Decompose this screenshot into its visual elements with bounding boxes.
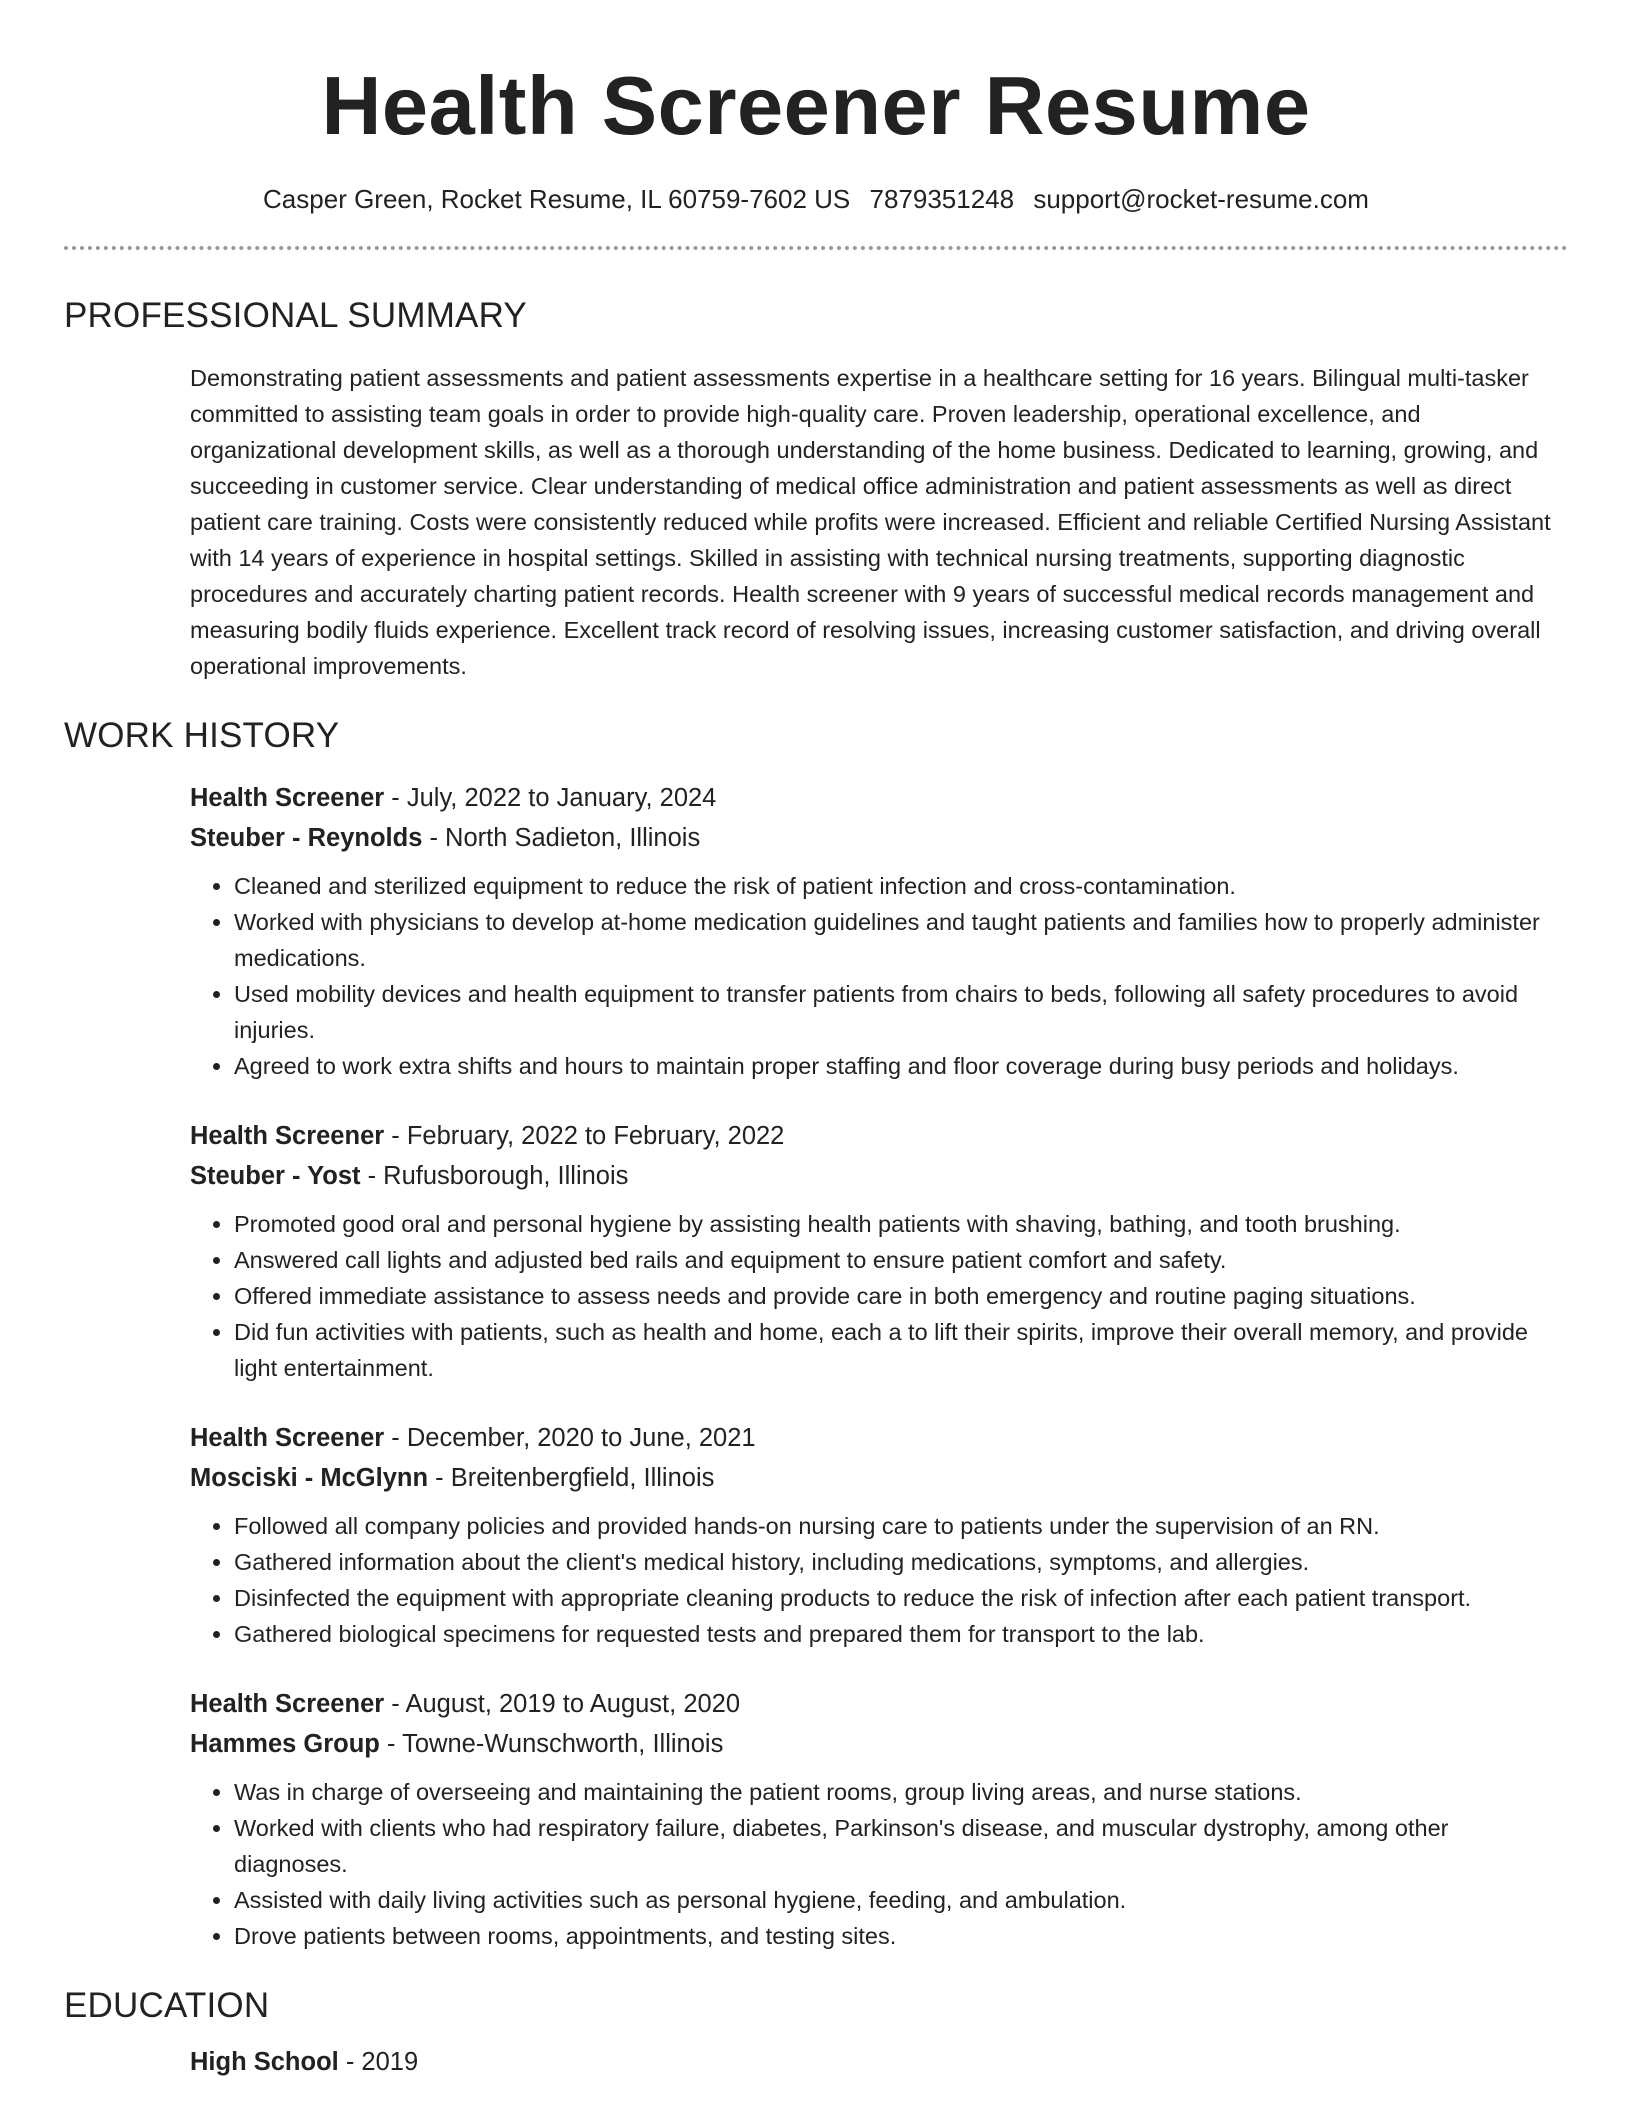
job-dates: - July, 2022 to January, 2024	[384, 784, 717, 812]
job-title: Health Screener	[190, 1424, 385, 1452]
job-location: - Towne-Wunschworth, Illinois	[379, 1730, 724, 1758]
job-company: Hammes Group	[190, 1730, 380, 1758]
job-entry	[190, 1418, 1568, 1652]
job-dates: - December, 2020 to June, 2021	[384, 1424, 756, 1452]
job-bullet: • Used mobility devices and health equipment to transfer patients from chairs to beds, following all safety procedures to avoid injuries.	[234, 976, 1568, 1048]
job-bullets	[190, 1206, 1568, 1386]
resume-title: Health Screener Resume	[321, 59, 1311, 152]
job-bullet: • Worked with clients who had respiratory failure, diabetes, Parkinson's disease, and muscular dystrophy, among other diagnoses.	[234, 1810, 1568, 1882]
job-entry	[190, 778, 1568, 1084]
job-title: Health Screener	[190, 1690, 385, 1718]
job-dates: - August, 2019 to August, 2020	[384, 1690, 741, 1718]
job-company: Steuber - Reynolds	[190, 824, 423, 852]
education-year: - 2019	[338, 2048, 419, 2076]
job-location: - Rufusborough, Illinois	[360, 1162, 629, 1190]
job-bullets	[190, 1508, 1568, 1652]
job-company: Mosciski - McGlynn	[190, 1464, 429, 1492]
contact-line	[64, 182, 1568, 216]
summary-text: Demonstrating patient assessments and patient assessments expertise in a healthcare setting for 16 years. Bilingual multi-tasker committed to assisting team goals in order to provide high-quality care. Proven leadership, operational excellence, and organizational development skills, as well as a thorough understanding of the home business. Dedicated to learning, growing, and succeeding in customer service. Clear understanding of medical office administration and patient assessments as well as direct patient care training. Costs were consistently reduced while profits were increased. Efficient and reliable Certified Nursing Assistant with 14 years of experience in hospital settings. Skilled in assisting with technical nursing treatments, supporting diagnostic procedures and accurately charting patient records. Health screener with 9 years of successful medical records management and measuring bodily fluids experience. Excellent track record of resolving issues, increasing customer satisfaction, and driving overall operational improvements.	[190, 365, 1551, 679]
job-company-line	[190, 1458, 1568, 1498]
job-dates: - February, 2022 to February, 2022	[384, 1122, 785, 1150]
contact-address: Casper Green, Rocket Resume, IL 60759-7602 US	[263, 184, 851, 214]
job-bullet: • Gathered information about the client's medical history, including medications, symptoms, and allergies.	[234, 1544, 1568, 1580]
job-title: Health Screener	[190, 784, 385, 812]
job-bullet: • Followed all company policies and provided hands-on nursing care to patients under the supervision of an RN.	[234, 1508, 1568, 1544]
contact-phone: 7879351248	[869, 184, 1015, 214]
education-heading: EDUCATION	[64, 1986, 270, 2025]
education-degree: High School	[190, 2048, 339, 2076]
job-location: - Breitenbergfield, Illinois	[428, 1464, 715, 1492]
job-bullet: • Did fun activities with patients, such as health and home, each a to lift their spirits, improve their overall memory, and provide light entertainment.	[234, 1314, 1568, 1386]
summary-heading: PROFESSIONAL SUMMARY	[64, 296, 527, 335]
job-title-line	[190, 1684, 1568, 1724]
job-bullets	[190, 1774, 1568, 1954]
job-bullet: • Worked with physicians to develop at-home medication guidelines and taught patients and families how to properly administer medications.	[234, 904, 1568, 976]
job-title-line	[190, 1116, 1568, 1156]
job-bullet: • Agreed to work extra shifts and hours to maintain proper staffing and floor coverage during busy periods and holidays.	[234, 1048, 1568, 1084]
job-company: Steuber - Yost	[190, 1162, 361, 1190]
job-bullet: • Was in charge of overseeing and maintaining the patient rooms, group living areas, and nurse stations.	[234, 1774, 1568, 1810]
contact-email: support@rocket-resume.com	[1033, 184, 1369, 214]
job-bullet: • Assisted with daily living activities such as personal hygiene, feeding, and ambulation.	[234, 1882, 1568, 1918]
job-company-line	[190, 1156, 1568, 1196]
job-title-line	[190, 778, 1568, 818]
job-bullets	[190, 868, 1568, 1084]
job-bullet: • Promoted good oral and personal hygiene by assisting health patients with shaving, bathing, and tooth brushing.	[234, 1206, 1568, 1242]
job-title: Health Screener	[190, 1122, 385, 1150]
job-bullet: • Disinfected the equipment with appropriate cleaning products to reduce the risk of infection after each patient transport.	[234, 1580, 1568, 1616]
education-entry	[190, 2042, 1568, 2082]
job-company-line	[190, 1724, 1568, 1764]
job-bullet: • Offered immediate assistance to assess needs and provide care in both emergency and routine paging situations.	[234, 1278, 1568, 1314]
job-entry	[190, 1116, 1568, 1386]
job-bullet: • Answered call lights and adjusted bed rails and equipment to ensure patient comfort and safety.	[234, 1242, 1568, 1278]
job-company-line	[190, 818, 1568, 858]
header-divider	[64, 246, 1568, 250]
job-bullet: • Gathered biological specimens for requested tests and prepared them for transport to the lab.	[234, 1616, 1568, 1652]
job-bullet: • Cleaned and sterilized equipment to reduce the risk of patient infection and cross-contamination.	[234, 868, 1568, 904]
job-bullet: • Drove patients between rooms, appointments, and testing sites.	[234, 1918, 1568, 1954]
job-entry	[190, 1684, 1568, 1954]
work-history-heading: WORK HISTORY	[64, 716, 340, 755]
job-title-line	[190, 1418, 1568, 1458]
job-location: - North Sadieton, Illinois	[422, 824, 701, 852]
